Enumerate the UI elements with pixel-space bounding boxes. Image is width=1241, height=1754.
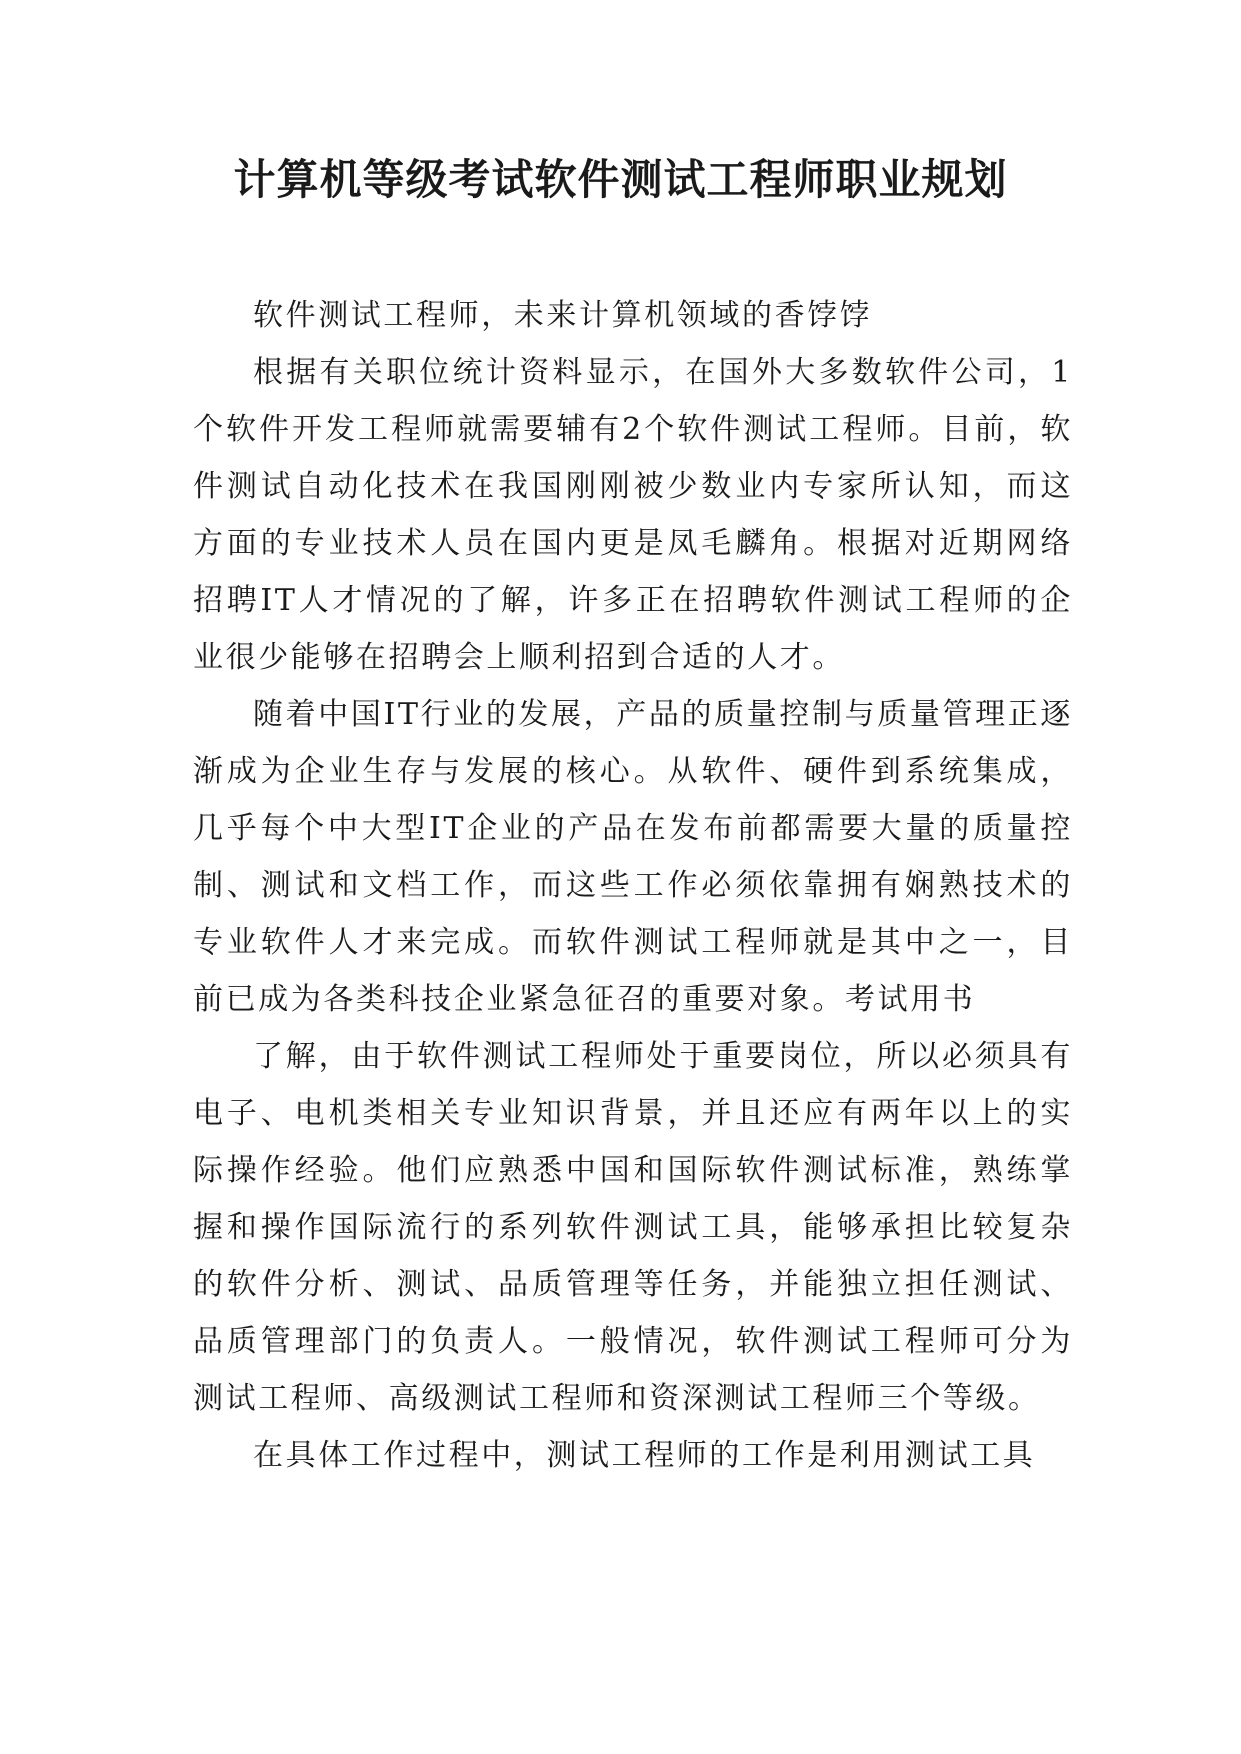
paragraph: 随着中国IT行业的发展，产品的质量控制与质量管理正逐渐成为企业生存与发展的核心。从软件、硬件到系统集成，几乎每个中大型IT企业的产品在发布前都需要大量的质量控制、测试和文档工作，而这些工作必须依靠拥有娴熟技术的专业软件人才来完成。而软件测试工程师就是其中之一，目前已成为各类科技企业紧急征召的重要对象。考试用书 [193,697,1073,1017]
document-body [193,287,1073,1484]
document-title: 计算机等级考试软件测试工程师职业规划 [233,155,1008,204]
paragraph: 在具体工作过程中，测试工程师的工作是利用测试工具 [253,1438,1036,1473]
paragraph: 根据有关职位统计资料显示，在国外大多数软件公司，1个软件开发工程师就需要辅有2个软件测试工程师。目前，软件测试自动化技术在我国刚刚被少数业内专家所认知，而这方面的专业技术人员在国内更是凤毛麟角。根据对近期网络招聘IT人才情况的了解，许多正在招聘软件测试工程师的企业很少能够在招聘会上顺利招到合适的人才。 [193,355,1073,675]
paragraph-subheading: 软件测试工程师，未来计算机领域的香饽饽 [253,298,873,333]
paragraph: 了解，由于软件测试工程师处于重要岗位，所以必须具有电子、电机类相关专业知识背景，并且还应有两年以上的实际操作经验。他们应熟悉中国和国际软件测试标准，熟练掌握和操作国际流行的系列软件测试工具，能够承担比较复杂的软件分析、测试、品质管理等任务，并能独立担任测试、品质管理部门的负责人。一般情况，软件测试工程师可分为测试工程师、高级测试工程师和资深测试工程师三个等级。 [193,1039,1073,1416]
